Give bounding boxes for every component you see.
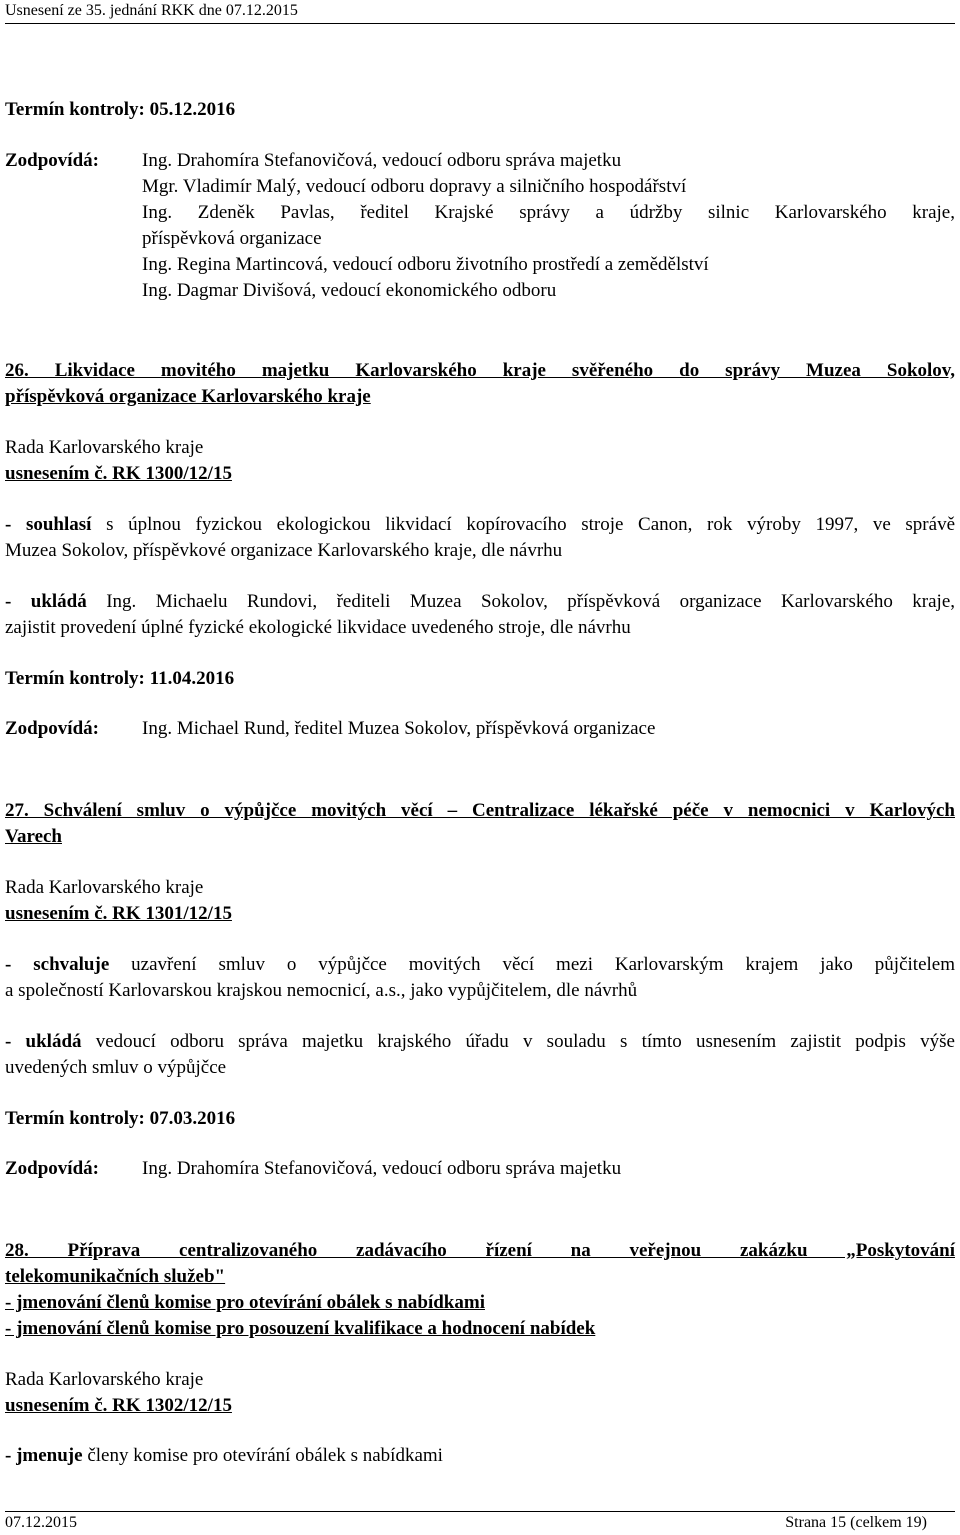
item27-deadline: Termín kontroly: 07.03.2016 (5, 1108, 236, 1129)
responsible-person: Ing. Zdeněk Pavlas, ředitel Krajské správy a údržby silnic Karlovarského kraje, (142, 202, 955, 223)
item28-appoint-text: členy komise pro otevírání obálek s nabídkami (82, 1445, 443, 1466)
responsible-person: Ing. Regina Martincová, vedoucí odboru životního prostředí a zemědělství (142, 254, 709, 275)
item27-council: Rada Karlovarského kraje (5, 877, 204, 898)
item27-task-keyword: - ukládá (5, 1031, 82, 1052)
responsible-person: Ing. Dagmar Divišová, vedoucí ekonomického odboru (142, 280, 557, 301)
item26-consent-line1 (5, 512, 955, 538)
item28-resolution-number: usnesením č. RK 1302/12/15 (5, 1395, 232, 1416)
item28-appoint-line1 (5, 1443, 955, 1469)
item27-approve-line2: a společností Karlovarskou krajskou nemocnicí, a.s., jako vypůjčitelem, dle návrhů (5, 980, 638, 1001)
item26-task-text: Ing. Michaelu Rundovi, řediteli Muzea Sokolov, příspěvková organizace Karlovarského kraje, (86, 591, 955, 612)
item28-title-line3: - jmenování členů komise pro otevírání obálek s nabídkami (5, 1292, 485, 1313)
responsible-person: Ing. Drahomíra Stefanovičová, vedoucí odboru správa majetku (142, 150, 622, 171)
item27-task-line2: uvedených smluv o výpůjčce (5, 1057, 227, 1078)
item26-council: Rada Karlovarského kraje (5, 437, 204, 458)
item27-approve-keyword: - schvaluje (5, 954, 110, 975)
responsible-list-top (142, 148, 955, 304)
footer-page-number: Strana 15 (celkem 19) (785, 1514, 927, 1531)
item26-consent-line2: Muzea Sokolov, příspěvkové organizace Karlovarského kraje, dle návrhu (5, 540, 563, 561)
item26-title-line2: příspěvková organizace Karlovarského kraje (5, 386, 371, 407)
item28-title-line1: 28. Příprava centralizovaného zadávacího řízení na veřejnou zakázku „Poskytování (5, 1240, 955, 1261)
item28-title-line2: telekomunikačních služeb" (5, 1266, 226, 1287)
item26-responsible: Ing. Michael Rund, ředitel Muzea Sokolov, příspěvková organizace (142, 718, 656, 739)
item28-appoint-keyword: - jmenuje (5, 1445, 83, 1466)
responsible-label-top: Zodpovídá: (5, 150, 99, 171)
item26-title-line1: 26. Likvidace movitého majetku Karlovarského kraje svěřeného do správy Muzea Sokolov, (5, 360, 955, 381)
item28-council: Rada Karlovarského kraje (5, 1369, 204, 1390)
page-footer (5, 1511, 955, 1534)
item28-title-line4: - jmenování členů komise pro posouzení kvalifikace a hodnocení nabídek (5, 1318, 596, 1339)
item26-consent-text: s úplnou fyzickou ekologickou likvidací kopírovacího stroje Canon, rok výroby 1997, ve správě (91, 514, 956, 535)
responsible-person: Mgr. Vladimír Malý, vedoucí odboru dopravy a silničního hospodářství (142, 176, 687, 197)
responsible-person: příspěvková organizace (142, 228, 322, 249)
item26-task-line2: zajistit provedení úplné fyzické ekologické likvidace uvedeného stroje, dle návrhu (5, 617, 631, 638)
item26-task-line1 (5, 589, 955, 615)
item27-approve-text: uzavření smluv o výpůjčce movitých věcí mezi Karlovarským krajem jako půjčitelem (109, 954, 955, 975)
item26-deadline: Termín kontroly: 11.04.2016 (5, 668, 235, 689)
item26-consent-keyword: - souhlasí (5, 514, 92, 535)
deadline-top: Termín kontroly: 05.12.2016 (5, 99, 236, 120)
item26-resolution-number: usnesením č. RK 1300/12/15 (5, 463, 232, 484)
item26-responsible-label: Zodpovídá: (5, 718, 99, 739)
item27-approve-line1 (5, 952, 955, 978)
item27-responsible-label: Zodpovídá: (5, 1158, 99, 1179)
item27-title-line2: Varech (5, 826, 62, 847)
item27-title-line1: 27. Schválení smluv o výpůjčce movitých věcí – Centralizace lékařské péče v nemocnici v Karlových (5, 800, 955, 821)
item26-task-keyword: - ukládá (5, 591, 87, 612)
item27-task-text: vedoucí odboru správa majetku krajského úřadu v souladu s tímto usnesením zajistit podpis výše (81, 1031, 955, 1052)
footer-date: 07.12.2015 (5, 1514, 77, 1531)
page-header: Usnesení ze 35. jednání RKK dne 07.12.2015 (5, 0, 955, 24)
item27-resolution-number: usnesením č. RK 1301/12/15 (5, 903, 232, 924)
item27-responsible: Ing. Drahomíra Stefanovičová, vedoucí odboru správa majetku (142, 1158, 622, 1179)
item27-task-line1 (5, 1029, 955, 1055)
